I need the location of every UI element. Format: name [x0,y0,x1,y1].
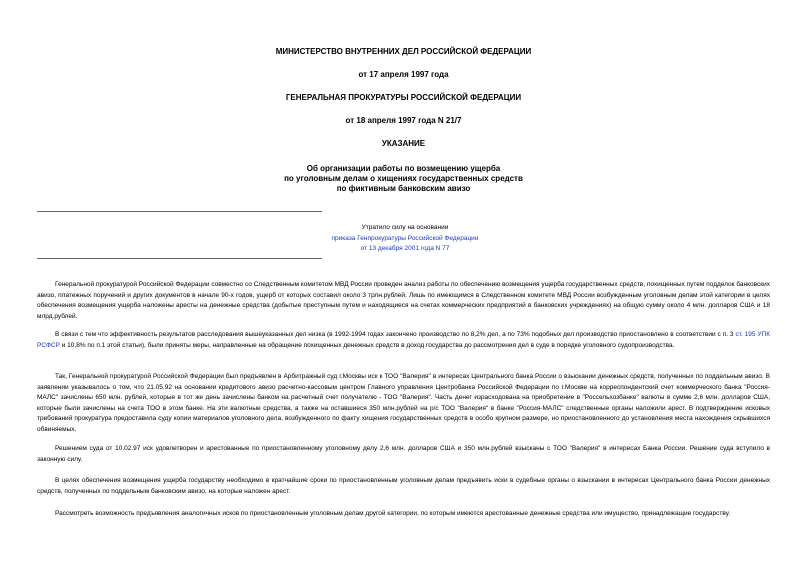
repeal-note-text: Утратило силу на основании [361,224,449,231]
repeal-order-link[interactable]: приказа Генпрокуратуры Российской Федерации [331,234,479,242]
prosecutor-heading: ГЕНЕРАЛЬНАЯ ПРОКУРАТУРЫ РОССИЙСКОЙ ФЕДЕРАЦИИ [285,93,522,102]
upk-article-link[interactable]: ст. 195 УПК РСФСР [37,331,770,349]
paragraph-4: Решением суда от 10.02.97 иск удовлетворен и арестованные по приостановленному уголовному делу 2,6 млн. долларов США и 350 млн.рублей взысканы с ТОО "Валерия" в интересах Банка России. Решение суда вступило в законную силу. [37,445,770,463]
paragraph-6: Рассмотреть возможность предъявления аналогичных исков по приостановленным уголовным делам другой категории, по которым имеются арестованные денежные средства или имущество, принадлежащие государству. [55,510,731,517]
divider-top [37,211,322,212]
document-title-line-3: по фиктивным банковским авизо [336,184,471,193]
document-type: УКАЗАНИЕ [381,139,426,148]
document-title-line-1: Об организации работы по возмещению ущерба [306,164,501,173]
paragraph-5: В целях обеспечения возмещения ущерба государству необходимо в кратчайшие сроки по приостановленным уголовным делам предъявить иски в судебные органы о взыскании в интересах Центрального банка России денежных средств, полученных по поддельным банковским авизо, на которые наложен арест. [37,477,770,495]
document-title-line-2: по уголовным делам о хищениях государственных средств [284,174,523,183]
paragraph-1: Генеральной прокуратурой Российской Федерации совместно со Следственным комитетом МВД России проведен анализ работы по обеспечению возмещения ущерба государственных средств, похищенных путем подделок банковских авизо, платежных поручений и других документов в начале 90-х годов, ущерб от которых составил около 3 трлн.рублей. Лишь по имеющимся в Следственном комитете МВД России возбужденным уголовным делам этой категории в целях обеспечения возмещения ущерба наложены аресты на денежные средства (добытые преступным путем и находящиеся на счетах коммерческих предприятий в банковских учреждениях) на общую сумму около 4 млн. долларов США и 18 млрд.рублей. [37,281,770,320]
repeal-order-date-link[interactable]: от 13 декабря 2001 года N 77 [360,245,450,252]
paragraph-2-text-b: и 10,8% по п.1 этой статьи), были приняты меры, направленные на обращение похищенных денежных средств в доход государства до рассмотрения дел в суде в порядке уголовного судопроизводства. [59,341,675,349]
repeal-note [300,223,510,255]
paragraph-3: Так, Генеральной прокуратурой Российской Федерации был предъявлен в Арбитражный суд г.Москвы иск к ТОО "Валерия" в интересах Центрального банка России о взыскании денежных средств, полученных по поддельным авизо. В заявлении указывалось о том, что 21.05.92 на основании кредитового авизо расчетно-кассовым центром Главного управления Центробанка Российской Федерации по г.Москве на корреспондентский счет коммерческого банка "Россия-МАЛС" зачислены 650 млн. рублей, которые в тот же день зачислены банком на расчетный счет получателю - ТОО "Валерия". Часть денег израсходована на приобретение в "Россельхозбанке" валюты в сумме 2,6 млн. долларов США, которые были зачислены на счета ТОО в этом банке. На эти валютные средства, а также на оставшиеся 350 млн.рублей на р/с ТОО "Валерия" в банке "Россия-МАЛС" следственные органы наложили арест. В подтверждение исковых требований прокуратура предоставила суду копии материалов уголовного дела, возбужденного по факту хищения государственных средств в особо крупном размере, но приостановленного до установления места нахождения скрывшихся обвиняемых. [37,373,770,433]
ministry-heading: МИНИСТЕРСТВО ВНУТРЕННИХ ДЕЛ РОССИЙСКОЙ ФЕДЕРАЦИИ [275,47,532,56]
paragraph-2 [37,330,770,351]
divider-bottom [37,258,322,259]
ministry-date: от 17 апреля 1997 года [358,70,449,79]
paragraph-2-text-a: В связи с тем что эффективность результатов расследования вышеуказанных дел низка (в 1992-1994 годах закончено производство по 8,2% дел, а по 73% подобных дел производство приостановлено в соответствии с п. 3 [55,331,736,338]
prosecutor-date-number: от 18 апреля 1997 года N 21/7 [345,116,462,125]
